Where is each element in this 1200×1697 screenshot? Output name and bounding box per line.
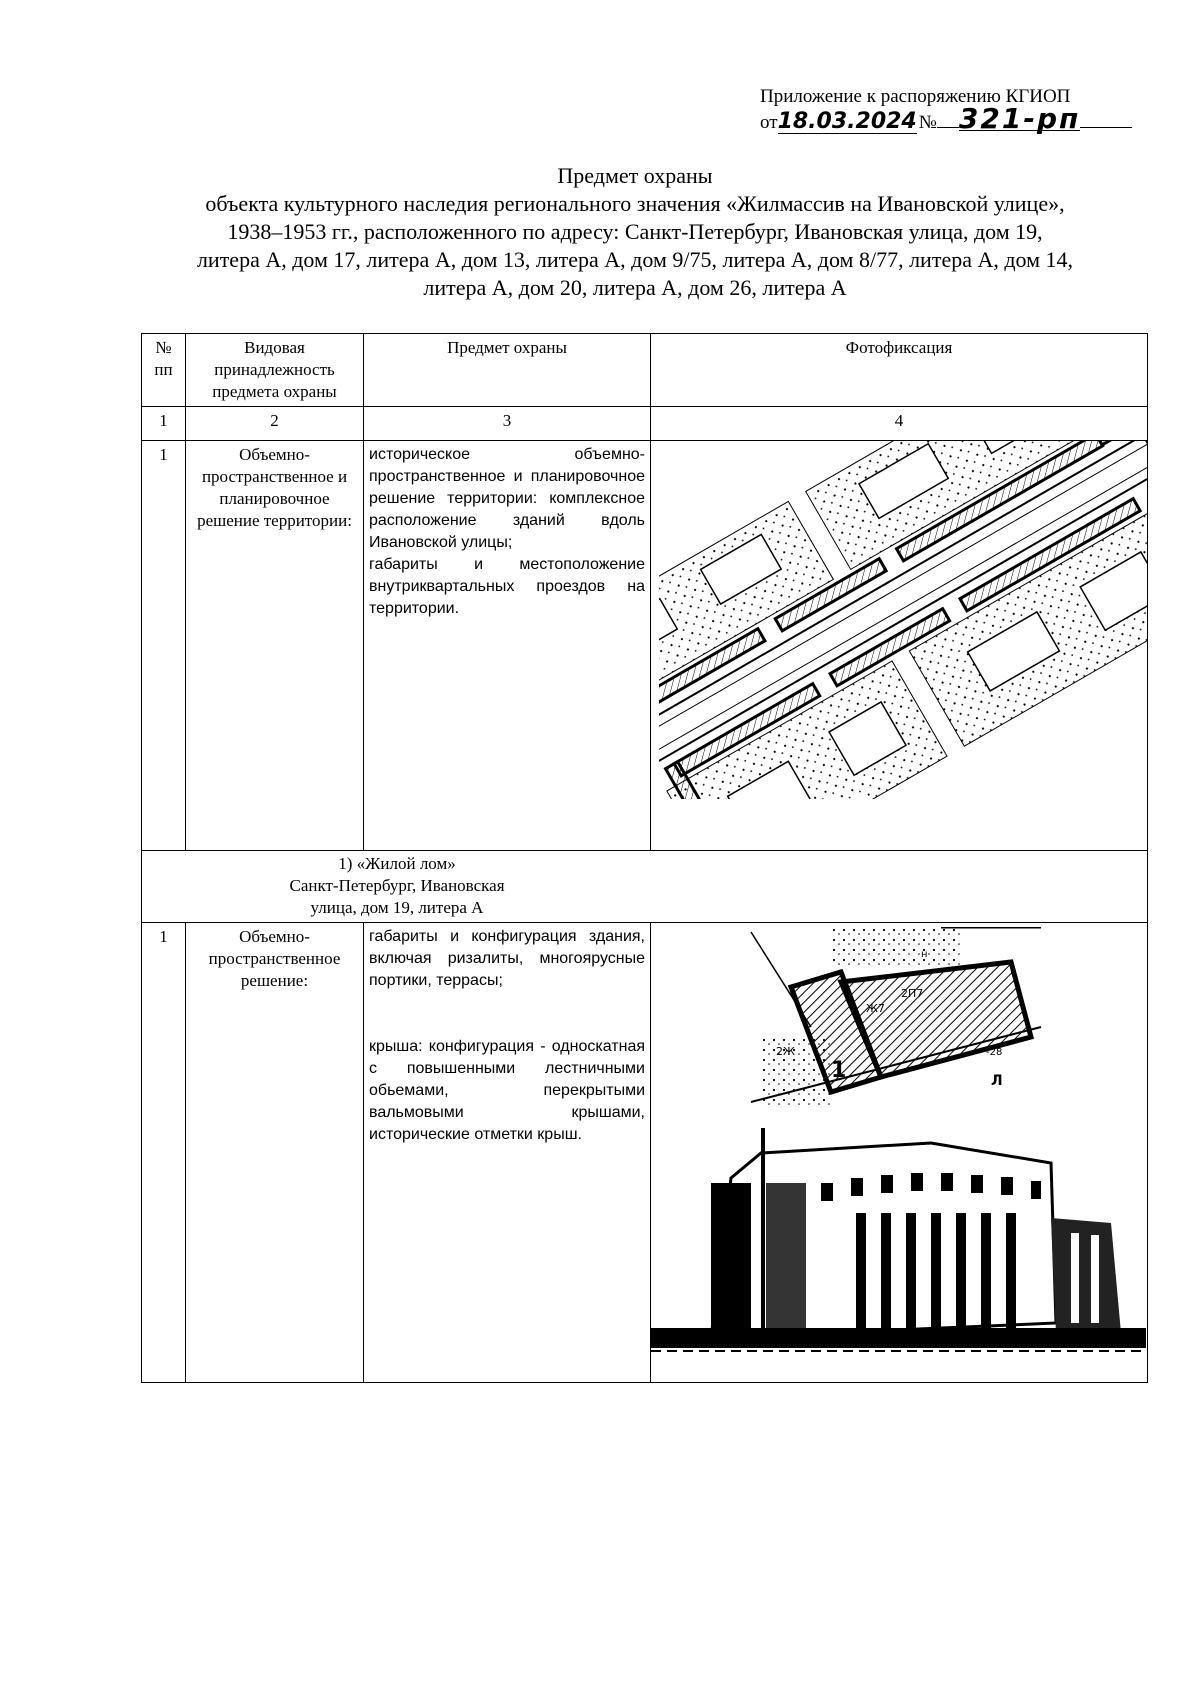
subject-text: габариты и конфигурация здания, включая ризалиты, многоярусные портики, террасы; xyxy=(369,928,645,989)
col-number: 1 xyxy=(142,407,186,441)
header-photo: Фотофиксация xyxy=(651,334,1148,407)
col-number: 4 xyxy=(651,407,1148,441)
section-line-1: 1) «Жилой лом» xyxy=(338,854,456,873)
site-plan-map-icon xyxy=(659,441,1147,799)
row-num: 1 xyxy=(142,441,186,851)
table-row xyxy=(142,441,1148,851)
section-address xyxy=(142,853,652,919)
from-prefix: от xyxy=(760,112,778,133)
appendix-date: 18.03.2024 xyxy=(777,109,917,134)
column-number-row xyxy=(142,407,1148,441)
map-label: 2Ж xyxy=(776,1045,795,1058)
map-label: 2П7 xyxy=(901,987,924,1000)
title-line-1: Предмет охраны xyxy=(557,163,713,188)
row-photo xyxy=(651,923,1148,1383)
table-header-row xyxy=(142,334,1148,407)
subject-text: историческое объемно-пространственное и планировочное решение территории: комплексное расположение зданий вдоль Ивановской улицы; xyxy=(369,446,645,551)
col-number: 3 xyxy=(364,407,651,441)
row-type: Объемно-пространственное решение: xyxy=(186,923,364,1383)
section-header-row xyxy=(142,851,1148,923)
title-line-2: объекта культурного наследия регионального значения «Жилмассив на Ивановской улице», xyxy=(205,191,1065,216)
map-label: Л xyxy=(991,1073,1003,1089)
appendix-date-line xyxy=(760,102,1140,135)
map-label: -28 xyxy=(986,1047,1003,1058)
row-subject xyxy=(364,441,651,851)
building-photo-icon xyxy=(651,1123,1146,1363)
appendix-number: 321-рп xyxy=(958,102,1081,135)
table-row xyxy=(142,923,1148,1383)
title-line-5: литера А, дом 20, литера А, дом 26, литера А xyxy=(423,275,847,300)
header-num: № пп xyxy=(142,334,186,407)
title-line-4: литера А, дом 17, литера А, дом 13, литера А, дом 9/75, литера А, дом 8/77, литера А, дом 14, xyxy=(196,247,1074,272)
map-label: н xyxy=(921,949,928,960)
number-sign: № xyxy=(918,112,937,133)
map-label: 1 xyxy=(831,1058,847,1083)
row-photo xyxy=(651,441,1148,851)
row-subject xyxy=(364,923,651,1383)
subject-text-2: крыша: конфигурация - односкатная с повышенными лестничными обьемами, перекрытыми вальмовыми крышами, исторические отметки крыш. xyxy=(369,1038,645,1143)
section-line-2: Санкт-Петербург, Ивановская xyxy=(289,876,505,895)
col-number: 2 xyxy=(186,407,364,441)
row-num: 1 xyxy=(142,923,186,1383)
approval-stamp xyxy=(760,86,1140,134)
header-type: Видовая принадлежность предмета охраны xyxy=(186,334,364,407)
protection-subject-table xyxy=(141,333,1148,1383)
building-plan-map-icon xyxy=(651,927,1146,1117)
subject-text-2: габариты и местоположение внутриквартальных проездов на территории. xyxy=(369,556,645,617)
section-line-3: улица, дом 19, литера А xyxy=(310,898,484,917)
appendix-line: Приложение к распоряжению КГИОП xyxy=(760,86,1071,107)
row-type: Объемно-пространственное и планировочное решение территории: xyxy=(186,441,364,851)
map-label: Ж7 xyxy=(866,1002,885,1015)
document-title xyxy=(140,162,1130,302)
title-line-3: 1938–1953 гг., расположенного по адресу: Санкт-Петербург, Ивановская улица, дом 19, xyxy=(227,219,1043,244)
header-subject: Предмет охраны xyxy=(364,334,651,407)
